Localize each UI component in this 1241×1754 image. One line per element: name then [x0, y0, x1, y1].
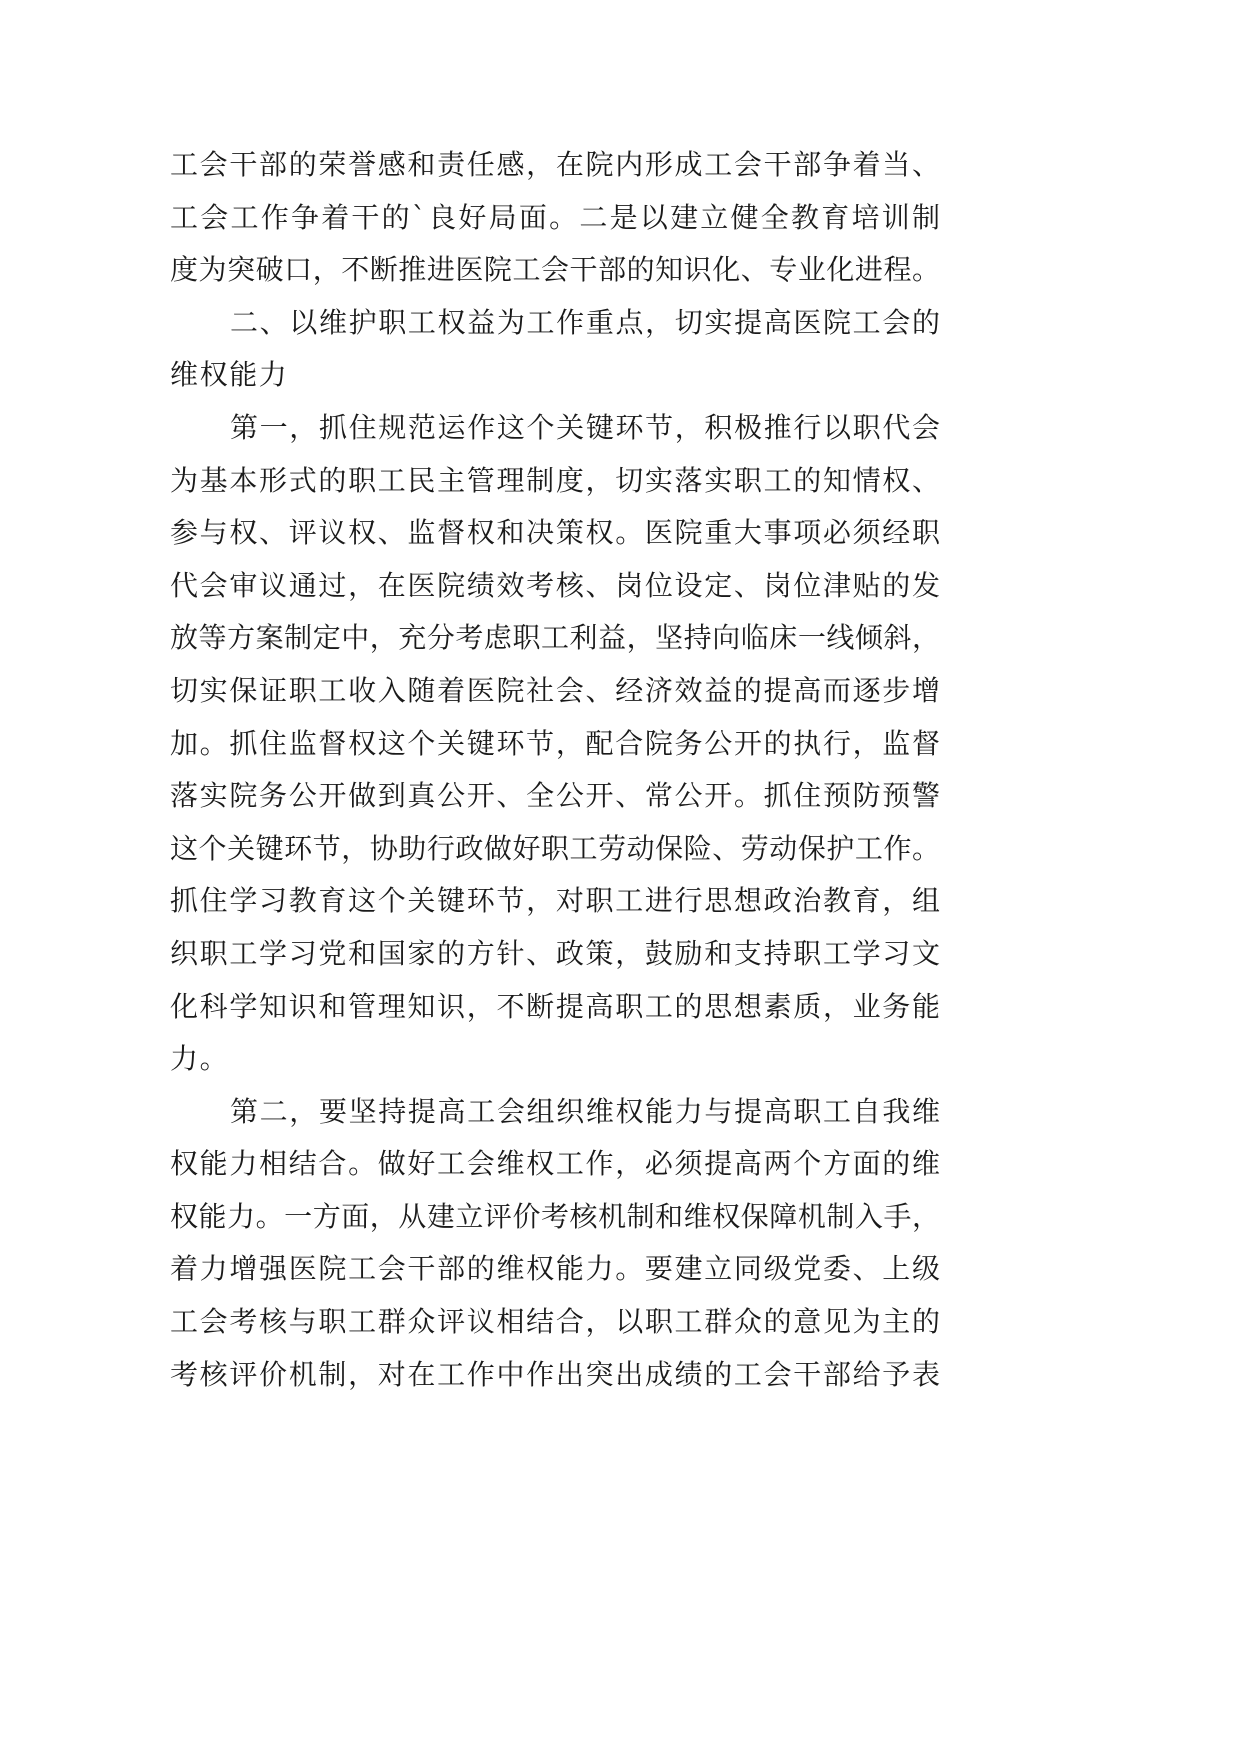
text-line: 切实保证职工收入随着医院社会、经济效益的提高而逐步增: [170, 673, 940, 707]
text-line: 工会考核与职工群众评议相结合，以职工群众的意见为主的: [170, 1305, 940, 1339]
text-line: 代会审议通过，在医院绩效考核、岗位设定、岗位津贴的发: [170, 568, 940, 602]
text-line: 工会工作争着干的`良好局面。二是以建立健全教育培训制: [170, 200, 940, 234]
section-heading: [170, 297, 940, 402]
text-line: 抓住学习教育这个关键环节，对职工进行思想政治教育，组: [170, 884, 940, 918]
text-line: 力。: [170, 1042, 230, 1076]
text-line: 落实院务公开做到真公开、全公开、常公开。抓住预防预警: [170, 779, 940, 813]
heading-line: 维权能力: [170, 358, 289, 392]
text-line: 工会干部的荣誉感和责任感，在院内形成工会干部争着当、: [170, 148, 940, 181]
text-line: 考核评价机制，对在工作中作出突出成绩的工会干部给予表: [170, 1357, 940, 1391]
text-line: 放等方案制定中，充分考虑职工利益，坚持向临床一线倾斜，: [170, 621, 940, 655]
paragraph-first-point: [170, 402, 940, 1086]
text-line: 权能力相结合。做好工会维权工作，必须提高两个方面的维: [170, 1147, 940, 1181]
text-line: 化科学知识和管理知识，不断提高职工的思想素质，业务能: [170, 989, 940, 1023]
text-line: 为基本形式的职工民主管理制度，切实落实职工的知情权、: [170, 463, 940, 497]
text-line: 第二，要坚持提高工会组织维权能力与提高职工自我维: [230, 1094, 940, 1128]
text-line: 这个关键环节，协助行政做好职工劳动保险、劳动保护工作。: [170, 831, 940, 865]
text-line: 第一，抓住规范运作这个关键环节，积极推行以职代会: [230, 410, 940, 444]
text-line: 加。抓住监督权这个关键环节，配合院务公开的执行，监督: [170, 726, 940, 760]
paragraph-1: [170, 139, 940, 297]
text-line: 织职工学习党和国家的方针、政策，鼓励和支持职工学习文: [170, 936, 940, 970]
text-line: 着力增强医院工会干部的维权能力。要建立同级党委、上级: [170, 1252, 940, 1286]
text-line: 度为突破口，不断推进医院工会干部的知识化、专业化进程。: [170, 253, 940, 287]
paragraph-second-point: [170, 1086, 940, 1402]
heading-line: 二、以维护职工权益为工作重点，切实提高医院工会的: [230, 305, 940, 339]
text-line: 权能力。一方面，从建立评价考核机制和维权保障机制入手，: [170, 1199, 940, 1233]
text-line: 参与权、评议权、监督权和决策权。医院重大事项必须经职: [170, 516, 940, 550]
document-body: [170, 139, 940, 1401]
